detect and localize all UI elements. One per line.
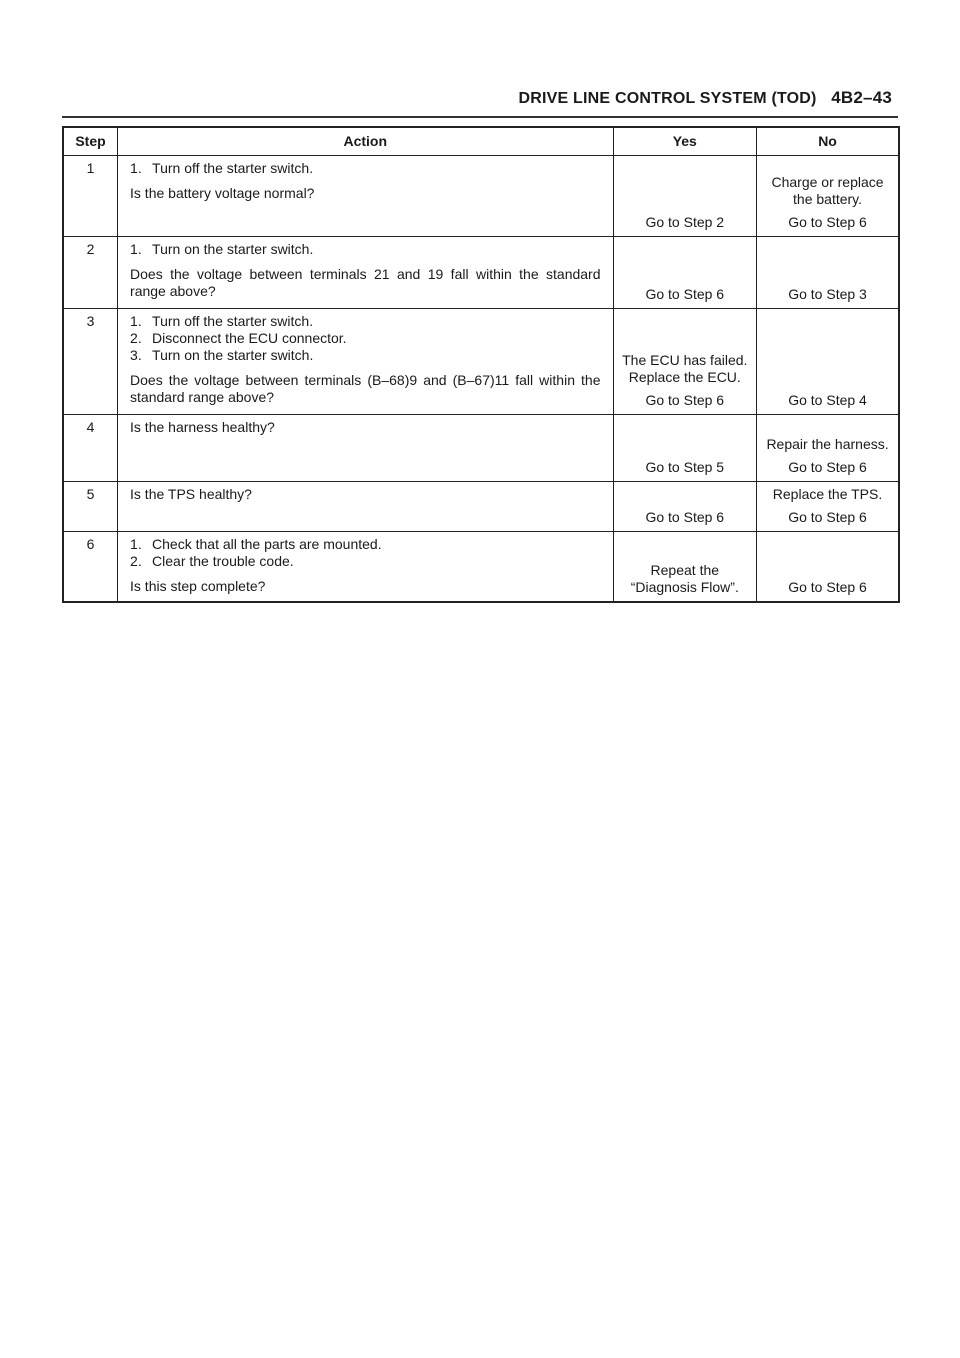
action-question: Is this step complete? (130, 578, 266, 594)
page-number: 4B2–43 (831, 88, 892, 107)
header-rule (62, 116, 898, 118)
action-step (130, 330, 600, 347)
column-header-action: Action (118, 127, 613, 156)
action-question: Does the voltage between terminals (B–68)9 and (B–67)11 fall within the standard range above? (130, 372, 601, 405)
yes-result-cell (613, 309, 757, 415)
action-step (130, 241, 600, 258)
action-step-number: 2. (130, 553, 142, 569)
action-cell (118, 237, 613, 309)
no-goto-text: Go to Step 6 (788, 459, 867, 475)
table-body (63, 156, 899, 602)
step-number: 3 (63, 309, 118, 415)
yes-result-cell (613, 415, 757, 482)
action-step-text: Turn off the starter switch. (152, 160, 314, 176)
column-header-no: No (757, 127, 899, 156)
action-step-number: 1. (130, 313, 142, 329)
no-result-cell (757, 156, 899, 237)
yes-goto-text: Go to Step 6 (645, 392, 725, 408)
no-result-cell (757, 532, 899, 602)
no-goto-text: Go to Step 6 (788, 578, 867, 595)
step-number: 2 (63, 237, 118, 309)
table-row (63, 415, 899, 482)
action-step-number: 1. (130, 160, 142, 176)
action-step (130, 536, 600, 553)
yes-goto-text: Go to Step 5 (645, 459, 725, 475)
action-cell (118, 415, 613, 482)
no-result-cell (757, 309, 899, 415)
action-question: Is the battery voltage normal? (130, 185, 315, 201)
action-step-text: Turn on the starter switch. (152, 347, 314, 363)
table-row (63, 237, 899, 309)
no-result-cell (757, 415, 899, 482)
yes-goto-text: Go to Step 6 (645, 286, 725, 302)
action-cell (118, 309, 613, 415)
action-question: Does the voltage between terminals 21 and 19 fall within the standard range above? (130, 266, 601, 299)
no-result-note: Charge or replace the battery. (771, 174, 884, 207)
yes-result-cell (613, 482, 757, 532)
section-title: DRIVE LINE CONTROL SYSTEM (TOD) (518, 90, 817, 107)
page-header (519, 88, 892, 108)
step-number: 4 (63, 415, 118, 482)
diagnosis-table (62, 126, 900, 603)
action-step-number: 3. (130, 347, 142, 363)
yes-result-cell (613, 532, 757, 602)
action-cell (118, 482, 613, 532)
action-step-number: 1. (130, 536, 142, 552)
action-step (130, 553, 600, 570)
yes-result-cell (613, 237, 757, 309)
action-step-number: 2. (130, 330, 142, 346)
table-row (63, 482, 899, 532)
table-row (63, 309, 899, 415)
table-row (63, 532, 899, 602)
action-step-text: Check that all the parts are mounted. (152, 536, 382, 552)
action-step (130, 347, 600, 364)
no-result-cell (757, 482, 899, 532)
no-result-note: Repair the harness. (766, 436, 889, 452)
table-row (63, 156, 899, 237)
no-goto-text: Go to Step 6 (788, 214, 867, 230)
table-header-row (63, 127, 899, 156)
step-number: 5 (63, 482, 118, 532)
no-goto-text: Go to Step 3 (788, 286, 867, 302)
action-step-text: Clear the trouble code. (152, 553, 294, 569)
yes-result-note: The ECU has failed. Replace the ECU. (622, 352, 748, 385)
action-step (130, 313, 600, 330)
yes-goto-text: Go to Step 2 (645, 214, 725, 230)
column-header-step: Step (63, 127, 118, 156)
step-number: 1 (63, 156, 118, 237)
yes-goto-text: Go to Step 6 (645, 509, 725, 525)
yes-goto-text: Repeat the “Diagnosis Flow”. (630, 561, 739, 595)
action-step (130, 160, 600, 177)
no-result-note: Replace the TPS. (772, 486, 883, 502)
action-question: Is the harness healthy? (130, 419, 275, 435)
yes-result-cell (613, 156, 757, 237)
step-number: 6 (63, 532, 118, 602)
action-step-text: Turn on the starter switch. (152, 241, 314, 257)
no-result-cell (757, 237, 899, 309)
action-step-number: 1. (130, 241, 142, 257)
action-cell (118, 532, 613, 602)
no-goto-text: Go to Step 6 (788, 509, 867, 525)
action-cell (118, 156, 613, 237)
action-step-text: Disconnect the ECU connector. (152, 330, 347, 346)
action-step-text: Turn off the starter switch. (152, 313, 314, 329)
column-header-yes: Yes (613, 127, 757, 156)
no-goto-text: Go to Step 4 (788, 392, 867, 408)
action-question: Is the TPS healthy? (130, 486, 252, 502)
